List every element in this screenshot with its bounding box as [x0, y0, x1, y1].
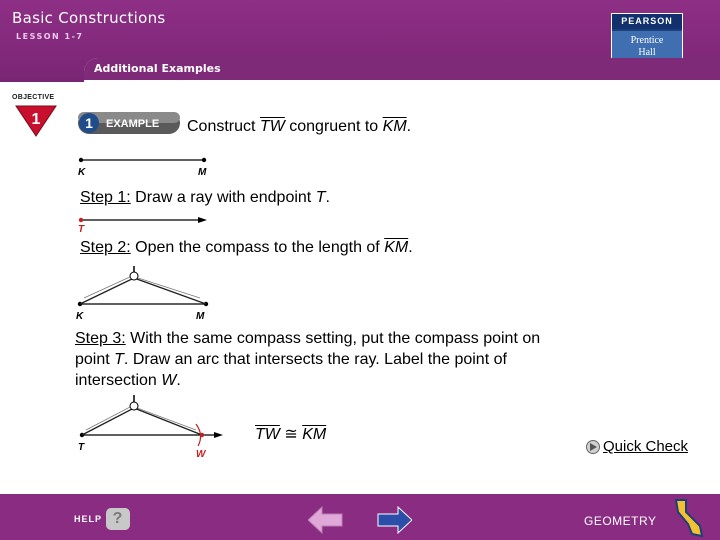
step-1-text: Step 1: Draw a ray with endpoint T. [80, 189, 330, 206]
example-badge [78, 112, 180, 134]
label-k-2: K [76, 311, 84, 322]
help-button[interactable] [74, 508, 130, 530]
next-arrow-icon[interactable] [376, 505, 412, 535]
step-3-label: Step 3: [75, 330, 126, 347]
logo-line2: Hall [638, 47, 656, 58]
subtitle-bar [84, 58, 720, 82]
logo-line1: Prentice [630, 35, 664, 46]
help-label: HELP [74, 514, 103, 524]
figure-compass-km [72, 258, 222, 314]
ray-arrowhead [198, 217, 207, 223]
step-1-label: Step 1: [80, 189, 131, 206]
point-m [202, 158, 206, 162]
point-t [79, 218, 83, 222]
logo-brand: PEARSON [612, 14, 682, 29]
label-m: M [198, 167, 207, 178]
segment-km: $\overline{KM}$ [382, 118, 407, 135]
segment-tw: $\overline{TW}$ [259, 118, 285, 135]
label-t: T [78, 224, 85, 235]
label-m-2: M [196, 311, 205, 322]
objective-number: 1 [31, 111, 41, 128]
course-label: GEOMETRY [584, 514, 657, 528]
congruence-statement: $\overline{TW}$ ≅ $\overline{KM}$ [255, 426, 327, 443]
previous-arrow-icon[interactable] [308, 505, 344, 535]
page-title: Basic Constructions [12, 9, 166, 27]
label-k: K [78, 167, 86, 178]
label-t-2: T [78, 442, 85, 453]
figure-segment-km [76, 154, 216, 168]
point-k [79, 158, 83, 162]
section-subtitle: Additional Examples [94, 62, 221, 75]
figure-compass-ray [74, 392, 234, 450]
quick-check-icon [585, 439, 601, 455]
example-label: EXAMPLE [106, 118, 160, 130]
step-3-text: Step 3: With the same compass setting, put the compass point on point T. Draw an arc that intersects the ray. Label the point of intersection W. [75, 330, 541, 389]
objective-triangle-icon [14, 104, 58, 138]
step-2-label: Step 2: [80, 239, 131, 256]
objective-label: OBJECTIVE [12, 94, 55, 101]
quick-check-link[interactable]: Quick Check [585, 438, 688, 455]
lesson-label: LESSON 1-7 [16, 32, 84, 41]
example-prompt: Construct $\overline{TW}$ congruent to $\overline{KM}$. [187, 118, 412, 135]
example-number: 1 [85, 115, 93, 131]
help-question-icon: ? [106, 508, 130, 530]
objective-marker [12, 94, 62, 138]
state-map-icon [670, 498, 710, 538]
step-2-text: Step 2: Open the compass to the length of $\overline{KM}$. [80, 239, 413, 256]
point-w [200, 433, 204, 437]
label-w: W [196, 449, 206, 460]
figure-ray-t [76, 214, 216, 228]
